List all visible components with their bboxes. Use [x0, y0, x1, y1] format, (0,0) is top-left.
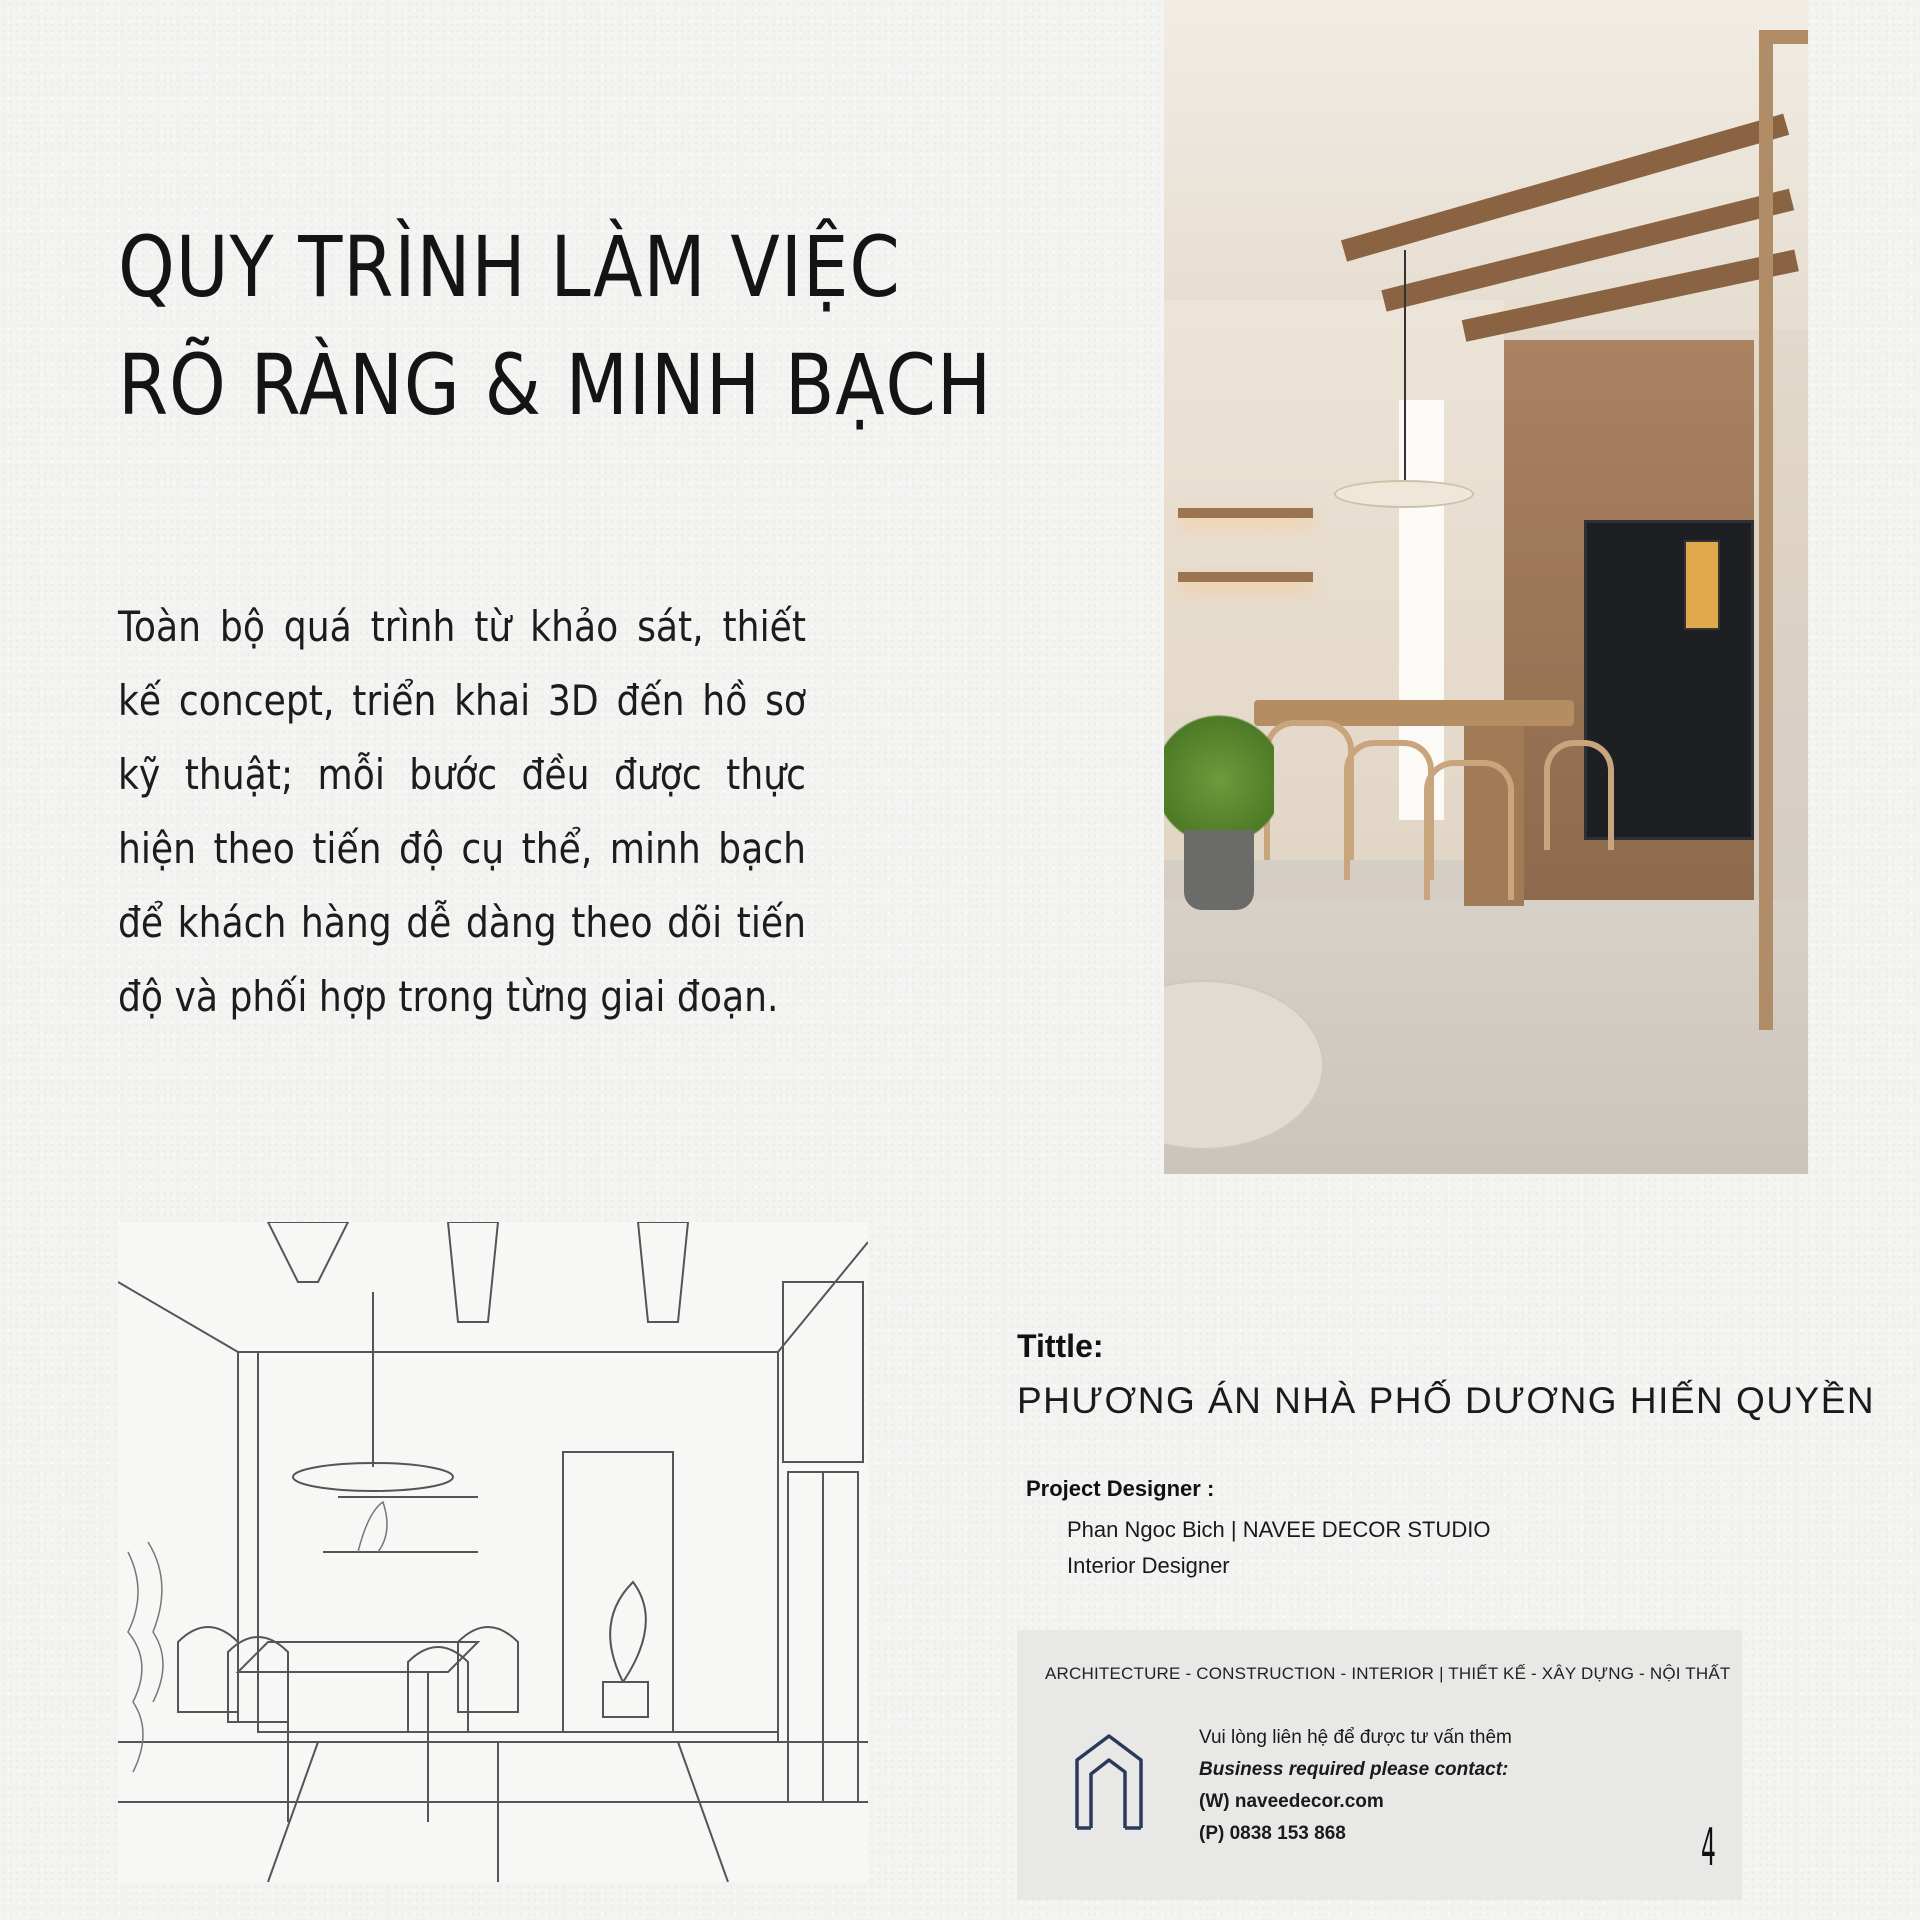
project-designer-role: Interior Designer [1067, 1553, 1230, 1578]
pencil-sketch-dining-room [118, 1222, 868, 1882]
sketch-drawing [118, 1222, 868, 1882]
project-designer-label: Project Designer : [1026, 1476, 1215, 1501]
photo-lamp-cord [1404, 250, 1406, 490]
photo-pot [1184, 830, 1254, 910]
photo-partition-top [1759, 30, 1808, 44]
contact-line-2: Business required please contact: [1199, 1759, 1509, 1780]
contact-phone[interactable]: (P) 0838 153 868 [1199, 1823, 1346, 1844]
title-label: Tittle: [1017, 1328, 1104, 1364]
photo-chair [1264, 720, 1354, 860]
photo-shelf [1178, 508, 1313, 518]
photo-chair [1424, 760, 1514, 900]
house-logo-icon [1073, 1732, 1145, 1832]
photo-pendant-lamp [1334, 480, 1474, 508]
body-paragraph: Toàn bộ quá trình từ khảo sát, thiết kế concept, triển khai 3D đến hồ sơ kỹ thuật; mỗi bước đều được thực hiện theo tiến độ cụ thể, minh bạch để khách hàng dễ dàng theo dõi tiến độ và phối hợp trong từng giai đoạn. [118, 602, 806, 1021]
contact-website[interactable]: (W) naveedecor.com [1199, 1791, 1384, 1812]
headline-line-1: QUY TRÌNH LÀM VIỆC [118, 218, 901, 316]
contact-line-1: Vui lòng liên hệ để được tư vấn thêm [1199, 1727, 1512, 1748]
photo-chair [1344, 740, 1434, 880]
contact-box [1017, 1630, 1742, 1900]
project-designer-name: Phan Ngoc Bich | NAVEE DECOR STUDIO [1067, 1517, 1491, 1542]
page-number: 4 [1701, 1818, 1716, 1878]
photo-chair [1544, 740, 1614, 850]
photo-shelf [1178, 572, 1313, 582]
photo-plant [1164, 690, 1274, 840]
photo-partition [1759, 30, 1773, 1030]
headline-line-2: RÕ RÀNG & MINH BẠCH [118, 336, 993, 434]
headline [118, 208, 993, 444]
interior-render-photo [1164, 0, 1808, 1174]
photo-fridge-screen [1684, 540, 1720, 630]
company-tagline: ARCHITECTURE - CONSTRUCTION - INTERIOR | THIẾT KẾ - XÂY DỰNG - NỘI THẤT [1045, 1664, 1731, 1683]
title-value: PHƯƠNG ÁN NHÀ PHỐ DƯƠNG HIẾN QUYỀN [1017, 1380, 1876, 1421]
